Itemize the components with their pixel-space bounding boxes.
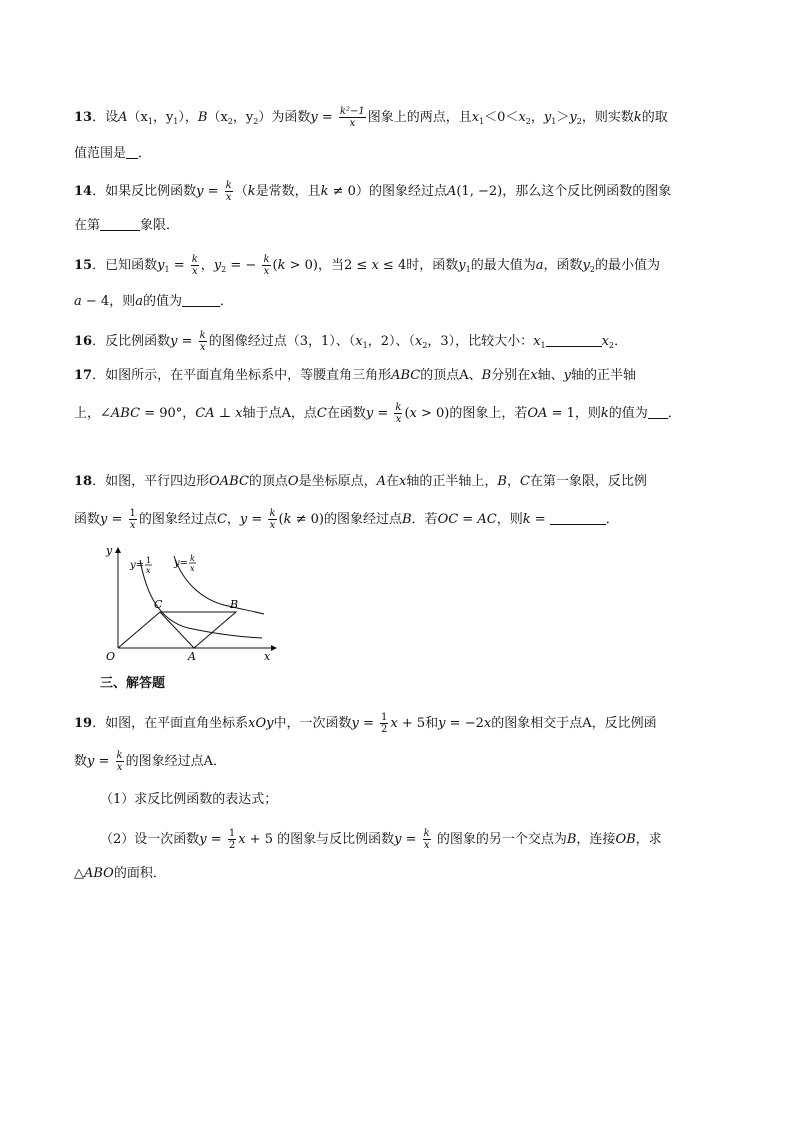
q13-number: 13 xyxy=(74,110,93,125)
q15-line2: a − 4，则a的值为 ． xyxy=(74,294,234,309)
q19-line1: 19．如图，在平面直角坐标系xOy中，一次函数y = $\frac{1}{2}$ x + 5和y = −2x的图象相交于点A，反比例函 xyxy=(74,712,657,735)
q15-answer-blank[interactable] xyxy=(182,294,220,307)
q19-line-last: △ABO的面积． xyxy=(74,866,166,881)
q17-line1: 17．如图所示，在平面直角坐标系中，等腰直角三角形ABC的顶点A、B分别在x轴、y轴的正半轴 xyxy=(74,368,636,383)
curve1-label: y= xyxy=(130,560,145,571)
q19-line2: 数y = $\frac{k}{x}$ 的图象经过点A． xyxy=(74,750,227,773)
q18-line1: 18．如图，平行四边形OABC的顶点O是坐标原点，A在x轴的正半轴上，B，C在第一象限，反比例 xyxy=(74,474,647,489)
svg-text:1: 1 xyxy=(146,556,152,565)
svg-text:k: k xyxy=(190,554,195,563)
q18-line2: 函数y = $\frac{1}{x}$ 的图象经过点C，y = $\frac{k}{x}$ (k ≠ 0)的图象经过点B．若OC = AC，则k = ． xyxy=(74,508,619,531)
parallelogram-oabc xyxy=(118,612,236,648)
q18-figure xyxy=(96,542,286,664)
x-axis-label: x xyxy=(264,650,271,663)
q18-answer-blank[interactable] xyxy=(550,512,606,525)
q13-answer-blank[interactable] xyxy=(126,146,138,159)
q13-fraction: $\frac{\text{k²−1}}{x}$ xyxy=(339,106,365,129)
point-a-label: A xyxy=(188,650,196,663)
y-axis-label: y xyxy=(106,544,113,557)
point-c-label: C xyxy=(154,598,163,611)
q14-answer-blank[interactable] xyxy=(100,218,140,231)
q14-line1: 14．如果反比例函数y = $\frac{k}{x}$ （k是常数，且k ≠ 0）的图象经过点A(1, −2)，那么这个反比例函数的图象 xyxy=(74,180,672,203)
svg-text:x: x xyxy=(190,564,195,573)
origin-label: O xyxy=(106,650,116,663)
q17-line2: 上，∠ABC = 90°，CA ⊥ x轴于点A，点C在函数y = $\frac{k}{x}$ (x > 0)的图象上，若OA = 1，则k的值为 ． xyxy=(74,402,681,425)
q16-line: 16．反比例函数y = $\frac{k}{x}$ 的图像经过点（3，1）、（$x_1$，2）、（$x_2$，3），比较大小：$x_1$ $x_2$． xyxy=(74,330,628,353)
q13-line1: 13．设$A(x_1$，$y_1$），$B(x_2$，$y_2$）为函数y = $\frac{\text{k²−1}}{x}$ 图象上的两点，且$x_1<0<x_2$，$y_1>y_2$，则实数k的取 xyxy=(74,106,668,129)
q19-sub2: （2）设一次函数y = $\frac{1}{2}$ x + 5 的图象与反比例函数y = $\frac{k}{x}$ 的图象的另一个交点为B，连接OB，求 xyxy=(100,828,662,851)
q19-sub1: （1）求反比例函数的表达式； xyxy=(100,792,278,807)
q16-answer-blank[interactable] xyxy=(546,334,602,347)
q14-line2: 在第 象限． xyxy=(74,218,180,233)
section-3-heading: 三、解答题 xyxy=(100,676,166,691)
svg-text:x: x xyxy=(146,566,151,575)
curve2-label: y= xyxy=(174,558,189,569)
point-b-label: B xyxy=(230,598,239,611)
q13-line2: 值范围是 ． xyxy=(74,146,152,161)
q15-line1: 15．已知函数$y_1$ = $\frac{k}{x}$ ，$y_2$ = − $\frac{k}{x}$ (k > 0)，当2 ≤ x ≤ 4时，函数$y_1$的最大值为a，函数$y_2$的最小值为 xyxy=(74,254,660,277)
q17-answer-blank[interactable] xyxy=(648,406,668,419)
